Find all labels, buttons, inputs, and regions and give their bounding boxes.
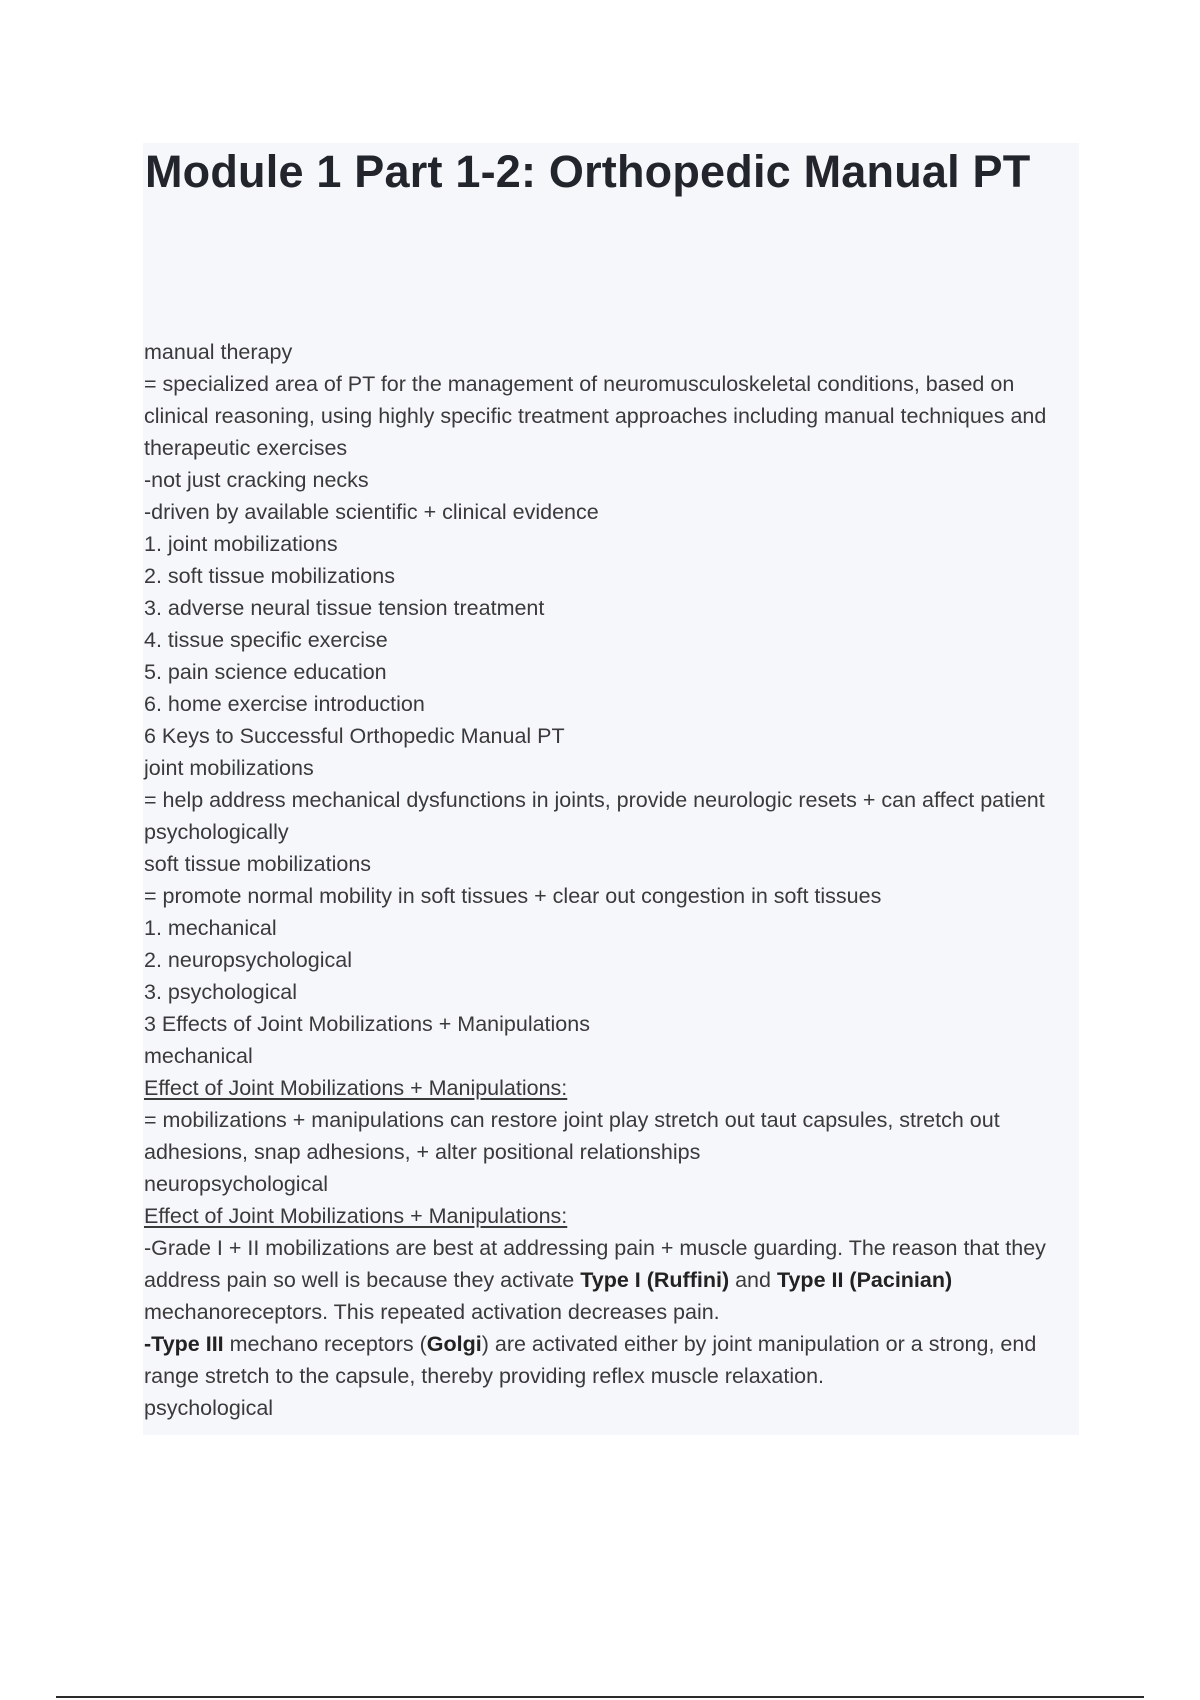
grade-text-2: and	[729, 1268, 777, 1292]
type-ii-pacinian: Type II (Pacinian)	[776, 1268, 953, 1292]
term-line: manual therapy	[144, 340, 293, 364]
list-item: 3. adverse neural tissue tension treatment	[144, 596, 545, 620]
type-iii-text-1: mechano receptors (	[223, 1332, 427, 1356]
document-body	[144, 336, 1078, 1424]
grade-paragraph	[144, 1232, 1078, 1328]
list-item: 4. tissue specific exercise	[144, 628, 388, 652]
content-block	[143, 143, 1079, 1435]
type-iii-paragraph	[144, 1328, 1078, 1392]
type-i-ruffini: Type I (Ruffini)	[580, 1268, 730, 1292]
definition-line: = promote normal mobility in soft tissues + clear out congestion in soft tissues	[144, 884, 882, 908]
underlined-heading: Effect of Joint Mobilizations + Manipulations:	[144, 1204, 568, 1228]
grade-text-3: mechanoreceptors. This repeated activation decreases pain.	[144, 1300, 720, 1324]
list-item: 6. home exercise introduction	[144, 692, 425, 716]
definition-line: = specialized area of PT for the management of neuromusculoskeletal conditions, based on clinical reasoning, using highly specific treatment approaches including manual techniques and therapeutic exercises	[144, 372, 1047, 460]
list-item: 1. joint mobilizations	[144, 532, 338, 556]
note-line: -driven by available scientific + clinical evidence	[144, 500, 599, 524]
type-iii-label: -Type III	[144, 1332, 224, 1356]
footer-rule	[56, 1696, 1144, 1698]
list-item: 2. soft tissue mobilizations	[144, 564, 395, 588]
underlined-heading: Effect of Joint Mobilizations + Manipulations:	[144, 1076, 568, 1100]
document-title: Module 1 Part 1-2: Orthopedic Manual PT	[145, 146, 1031, 197]
term-line: 3 Effects of Joint Mobilizations + Manipulations	[144, 1012, 590, 1036]
grade-text-1: -Grade I + II mobilizations are best at addressing pain + muscle guarding. The reason that they address pain so well is because they activate	[144, 1236, 1046, 1292]
list-item: 2. neuropsychological	[144, 948, 352, 972]
type-iii-text-2: ) are activated either by joint manipulation or a strong, end range stretch to the capsule, thereby providing reflex muscle relaxation.	[144, 1332, 1037, 1388]
term-line: soft tissue mobilizations	[144, 852, 372, 876]
term-line: neuropsychological	[144, 1172, 329, 1196]
note-line: -not just cracking necks	[144, 468, 369, 492]
term-line: psychological	[144, 1396, 274, 1420]
term-line: joint mobilizations	[144, 756, 314, 780]
term-line: 6 Keys to Successful Orthopedic Manual PT	[144, 724, 565, 748]
list-item: 5. pain science education	[144, 660, 387, 684]
definition-line: = help address mechanical dysfunctions in joints, provide neurologic resets + can affect patient psychologically	[144, 788, 1045, 844]
term-line: mechanical	[144, 1044, 253, 1068]
list-item: 3. psychological	[144, 980, 297, 1004]
list-item: 1. mechanical	[144, 916, 277, 940]
definition-line: = mobilizations + manipulations can restore joint play stretch out taut capsules, stretch out adhesions, snap adhesions, + alter positional relationships	[144, 1108, 1000, 1164]
golgi-label: Golgi	[426, 1332, 482, 1356]
